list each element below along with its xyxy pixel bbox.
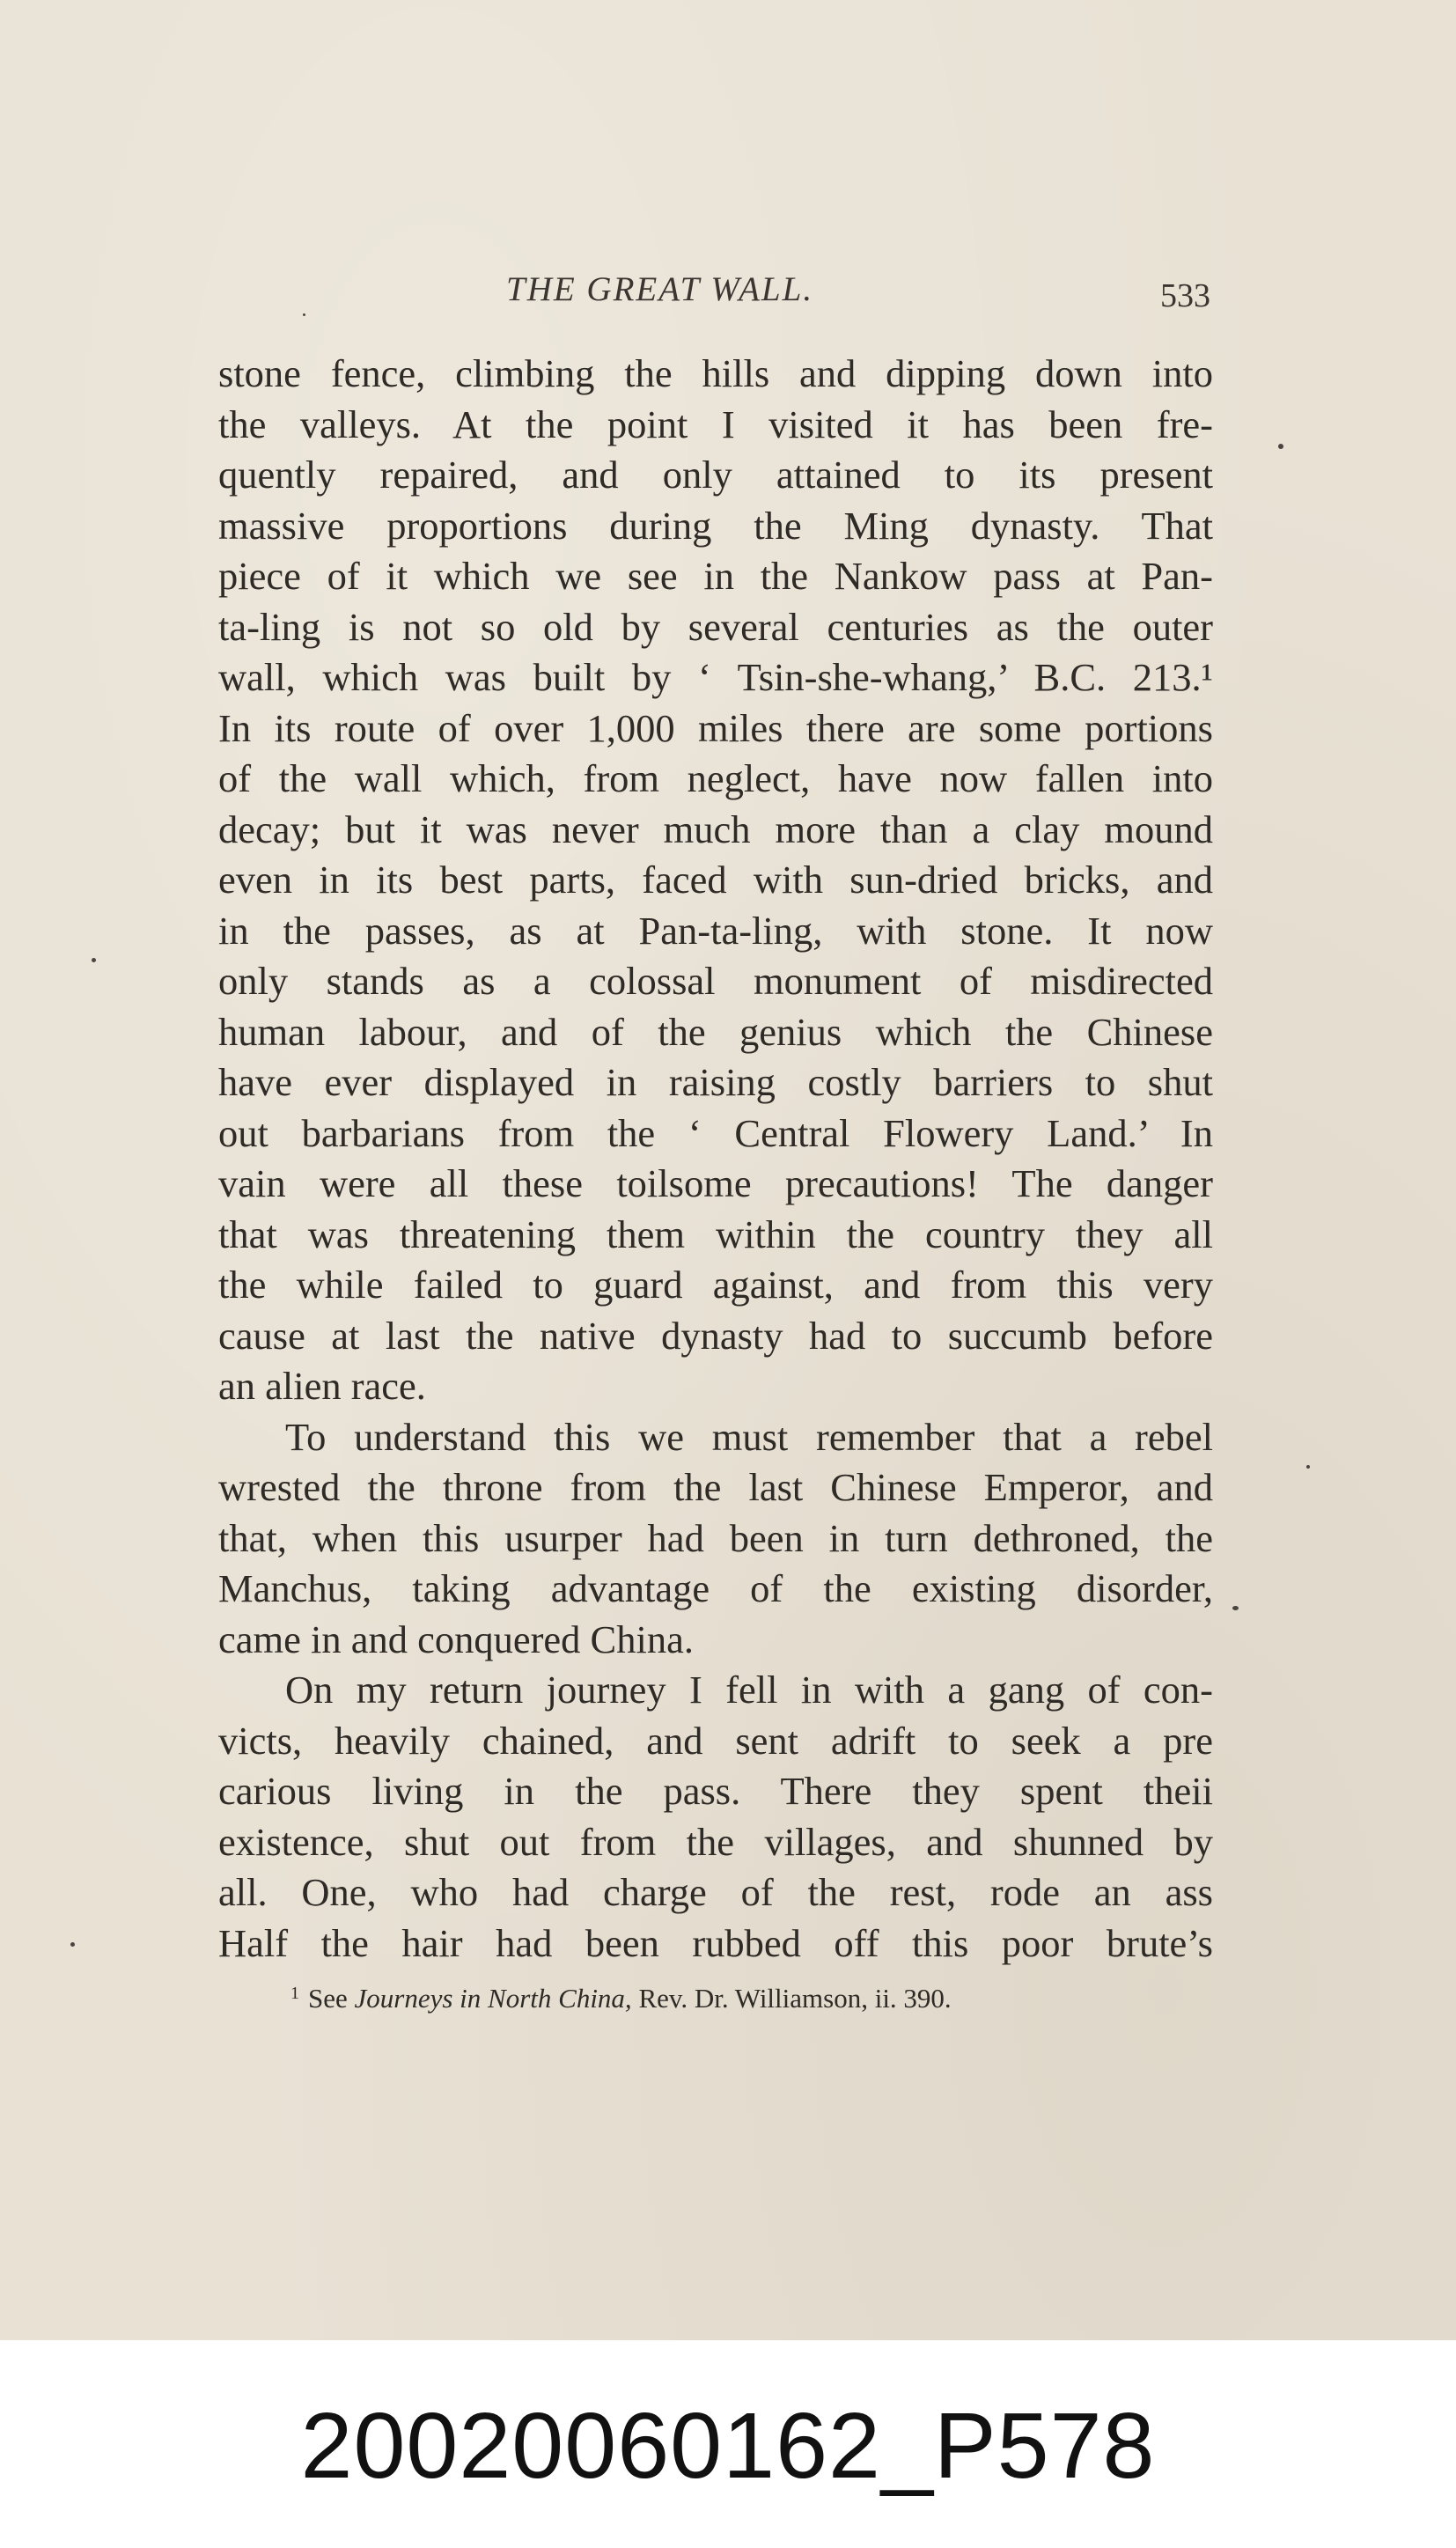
text-line: quently repaired, and only attained to its present: [218, 453, 1213, 497]
footnote: [290, 1983, 952, 2014]
running-title: THE GREAT WALL.: [506, 270, 814, 308]
page-number: 533: [1160, 277, 1210, 314]
paper-speck: [1232, 1606, 1239, 1610]
text-line: only stands as a colossal monument of misdirected: [218, 959, 1213, 1003]
text-line: even in its best parts, faced with sun-dried bricks, and: [218, 858, 1213, 902]
paper-speck: [1306, 1465, 1310, 1469]
text-line: stone fence, climbing the hills and dipping down into: [218, 351, 1213, 395]
text-line: existence, shut out from the villages, and shunned by: [218, 1819, 1213, 1864]
text-line: that, when this usurper had been in turn dethroned, the: [218, 1515, 1213, 1560]
text-line: massive proportions during the Ming dynasty. That: [218, 503, 1213, 548]
text-line: that was threatening them within the country they all: [218, 1211, 1213, 1256]
paper-speck: [1278, 444, 1283, 449]
text-line: wrested the throne from the last Chinese Emperor, and: [218, 1465, 1213, 1509]
footnote-title: Journeys in North China,: [354, 1983, 632, 2014]
text-line: piece of it which we see in the Nankow pass at Pan-: [218, 554, 1213, 598]
footnote-prefix: See: [308, 1983, 355, 2014]
paper-speck: [303, 313, 305, 316]
text-line: cause at last the native dynasty had to succumb before: [218, 1313, 1213, 1358]
paragraph-start-line: On my return journey I fell in with a gang of con-: [285, 1668, 1213, 1712]
text-line: all. One, who had charge of the rest, rode an ass: [218, 1870, 1213, 1914]
text-line: Manchus, taking advantage of the existing disorder,: [218, 1566, 1213, 1610]
text-line: In its route of over 1,000 miles there are some portions: [218, 705, 1213, 750]
paper-speck: [70, 1942, 75, 1947]
text-line: an alien race.: [218, 1364, 426, 1408]
footnote-rest: Rev. Dr. Williamson, ii. 390.: [631, 1983, 952, 2014]
image-id-caption: 20020060162_P578: [300, 2394, 1156, 2498]
text-line: the while failed to guard against, and from this very: [218, 1263, 1213, 1307]
text-line: Half the hair had been rubbed off this poor brute’s: [218, 1920, 1213, 1965]
text-line: out barbarians from the ‘ Central Flowery Land.’ In: [218, 1110, 1213, 1155]
text-line: carious living in the pass. There they spent theii: [218, 1769, 1213, 1813]
text-line: the valleys. At the point I visited it has been fre-: [218, 401, 1213, 446]
text-line: human labour, and of the genius which the Chinese: [218, 1009, 1213, 1054]
body-text: [218, 349, 1213, 1969]
text-line: in the passes, as at Pan-ta-ling, with stone. It now: [218, 908, 1213, 953]
text-line: decay; but it was never much more than a clay mound: [218, 806, 1213, 851]
text-line: came in and conquered China.: [218, 1616, 694, 1661]
text-line: victs, heavily chained, and sent adrift to seek a pre: [218, 1718, 1213, 1763]
footnote-marker: 1: [290, 1984, 299, 2003]
text-line: have ever displayed in raising costly barriers to shut: [218, 1060, 1213, 1104]
text-line: of the wall which, from neglect, have now fallen into: [218, 756, 1213, 800]
paragraph-start-line: To understand this we must remember that a rebel: [285, 1414, 1213, 1459]
text-line: wall, which was built by ‘ Tsin-she-whang,’ B.C. 213.¹: [218, 655, 1213, 699]
paper-speck: [92, 958, 96, 962]
text-line: vain were all these toilsome precautions! The danger: [218, 1161, 1213, 1205]
text-line: ta-ling is not so old by several centuries as the outer: [218, 604, 1213, 649]
